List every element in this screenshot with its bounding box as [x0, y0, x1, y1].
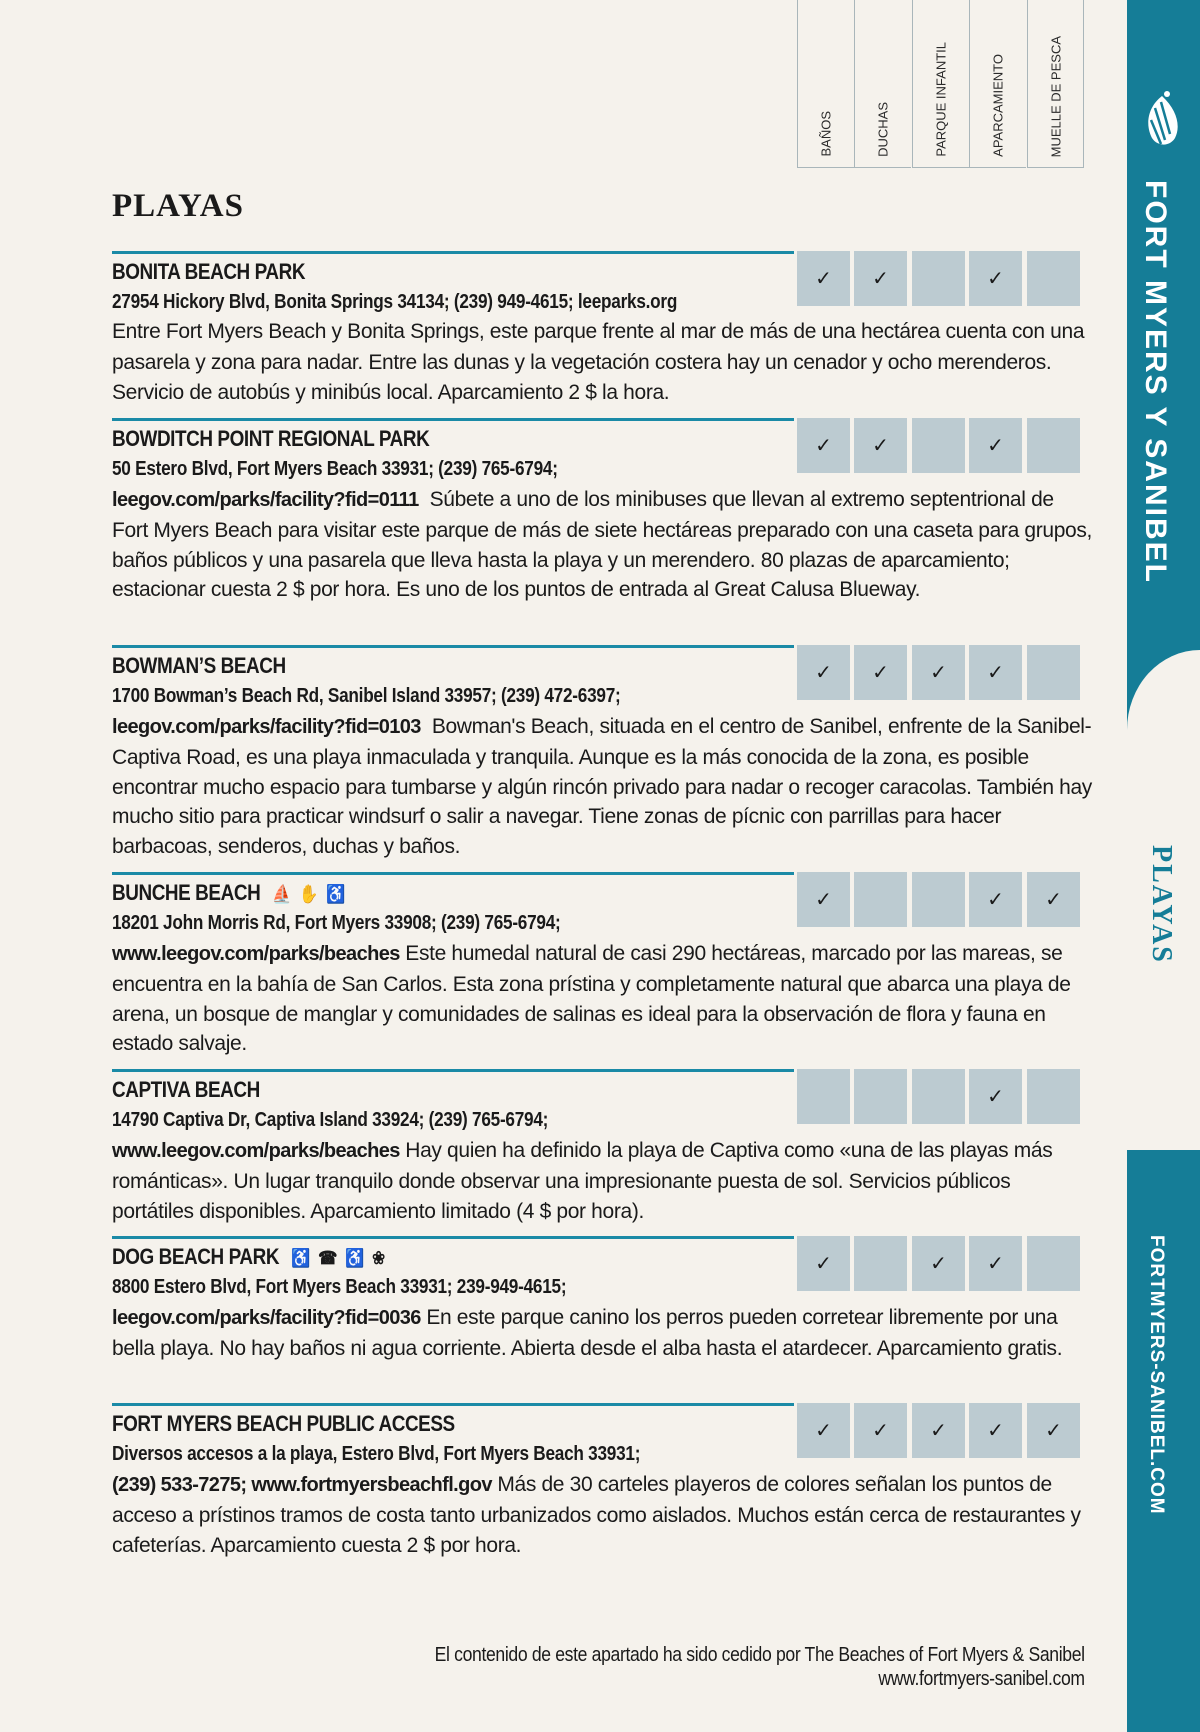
check-icon: ✓ — [854, 645, 907, 700]
amenity-cell-empty — [1027, 251, 1080, 306]
check-icon: ✓ — [969, 1236, 1022, 1291]
check-icon: ✓ — [797, 251, 850, 306]
check-icon: ✓ — [969, 418, 1022, 473]
check-icon: ✓ — [1027, 872, 1080, 927]
check-icon: ✓ — [797, 1403, 850, 1458]
amenity-checks — [797, 251, 1087, 307]
amenity-checks — [797, 872, 1087, 928]
column-label: BAÑOS — [818, 111, 834, 157]
entry-address: Diversos accesos a la playa, Estero Blvd, Fort Myers Beach 33931; — [112, 1443, 641, 1465]
entry-rule — [112, 1403, 794, 1406]
amenity-checks — [797, 1069, 1087, 1125]
entry-rule — [112, 1236, 794, 1239]
entry-description: (239) 533-7275; www.fortmyersbeachfl.gov Más de 30 carteles playeros de colores señalan los puntos de acceso a prístinos tramos de costa tanto urbanizados como aislados. Muchos están cerca de restaurantes y cafeterías. Aparcamiento cuesta 2 $ por hora. — [112, 1473, 1081, 1557]
credit-note — [435, 1643, 1085, 1691]
entry-description: www.leegov.com/parks/beaches Hay quien ha definido la playa de Captiva como «una de las playas más románticas». Un lugar tranquilo donde observar una impresionante puesta de sol. Servicios públicos portátiles disponibles. Aparcamiento limitado (4 $ por hora). — [112, 1139, 1053, 1223]
amenity-cell-empty — [854, 872, 907, 927]
amenity-cell-empty — [1027, 1069, 1080, 1124]
amenity-cell-empty — [1027, 1236, 1080, 1291]
check-icon: ✓ — [1027, 1403, 1080, 1458]
entry-description: leegov.com/parks/facility?fid=0111 Súbete a uno de los minibuses que llevan al extremo septentrional de Fort Myers Beach para visitar este parque de más de siete hectáreas preparado con una caseta para grupos, baños públicos y una pasarela que lleva hasta la playa y un merendero. 80 plazas de aparcamiento; estacionar cuesta 2 $ por hora. Es uno de los puntos de entrada al Great Calusa Blueway. — [112, 488, 1092, 602]
credit-text: El contenido de este apartado ha sido cedido por The Beaches of Fort Myers & Sanibel — [434, 1644, 1085, 1666]
brand-title: FORT MYERS Y SANIBEL — [1139, 180, 1172, 584]
check-icon: ✓ — [854, 418, 907, 473]
column-header — [969, 0, 1026, 168]
entry-rule — [112, 645, 794, 648]
check-icon: ✓ — [854, 251, 907, 306]
check-icon: ✓ — [912, 1236, 965, 1291]
amenity-checks — [797, 418, 1087, 474]
entry-rule — [112, 1069, 794, 1072]
amenity-cell-empty — [1027, 418, 1080, 473]
amenity-symbols-icon: ♿ ☎ ♿ ❀ — [291, 1248, 387, 1268]
entry-name: DOG BEACH PARK ♿ ☎ ♿ ❀ — [112, 1244, 387, 1269]
entry-description: leegov.com/parks/facility?fid=0103 Bowman's Beach, situada en el centro de Sanibel, enfrente de la Sanibel-Captiva Road, es una playa inmaculada y tranquila. Aunque es la más conocida de la zona, es posible encontrar mucho espacio para tumbarse y algún rincón privado para nadar o recoger caracolas. También hay mucho sitio para practicar windsurf o salir a navegar. Tiene zonas de pícnic con parrillas para hacer barbacoas, senderos, duchas y baños. — [112, 715, 1092, 859]
entry-address: 18201 John Morris Rd, Fort Myers 33908; (239) 765-6794; — [112, 912, 561, 934]
column-label: MUELLE DE PESCA — [1048, 35, 1063, 157]
amenity-cell-empty — [912, 1069, 965, 1124]
check-icon: ✓ — [969, 1069, 1022, 1124]
entry-name: BOWDITCH POINT REGIONAL PARK — [112, 426, 430, 451]
section-label: PLAYAS — [1146, 845, 1177, 964]
shell-logo-icon — [1137, 88, 1187, 158]
amenity-cell-empty — [1027, 645, 1080, 700]
entry-address: 8800 Estero Blvd, Fort Myers Beach 33931; 239-949-4615; — [112, 1276, 567, 1298]
entry-rule — [112, 418, 794, 421]
entry-name: CAPTIVA BEACH — [112, 1077, 260, 1102]
amenity-column-headers — [797, 0, 1087, 168]
amenity-cell-empty — [797, 1069, 850, 1124]
entry-name: BONITA BEACH PARK — [112, 259, 306, 284]
check-icon: ✓ — [969, 645, 1022, 700]
entry-description: leegov.com/parks/facility?fid=0036 En este parque canino los perros pueden corretear libremente por una bella playa. No hay baños ni agua corriente. Abierta desde el alba hasta el atardecer. Aparcamiento gratis. — [112, 1306, 1063, 1360]
entry-address: 50 Estero Blvd, Fort Myers Beach 33931; (239) 765-6794; — [112, 458, 558, 480]
column-label: APARCAMIENTO — [990, 54, 1006, 157]
amenity-checks — [797, 1403, 1087, 1459]
entry-description: Entre Fort Myers Beach y Bonita Springs, este parque frente al mar de más de una hectárea cuenta con una pasarela y zona para nadar. Entre las dunas y la vegetación costera hay un cenador y ocho merenderos. Servicio de autobús y minibús local. Aparcamiento 2 $ la hora. — [112, 320, 1085, 404]
amenity-cell-empty — [912, 418, 965, 473]
check-icon: ✓ — [912, 645, 965, 700]
check-icon: ✓ — [797, 418, 850, 473]
entry-address: 1700 Bowman’s Beach Rd, Sanibel Island 33957; (239) 472-6397; — [112, 685, 621, 707]
check-icon: ✓ — [969, 251, 1022, 306]
check-icon: ✓ — [912, 1403, 965, 1458]
column-header — [1027, 0, 1084, 168]
credit-url: www.fortmyers-sanibel.com — [878, 1668, 1085, 1690]
entry-name: FORT MYERS BEACH PUBLIC ACCESS — [112, 1411, 455, 1436]
entry-description: www.leegov.com/parks/beaches Este humedal natural de casi 290 hectáreas, marcado por las mareas, se encuentra en la bahía de San Carlos. Esta zona prístina y completamente natural que abarca una playa de arena, un bosque de manglar y comunidades de salinas es ideal para la observación de flora y fauna en estado salvaje. — [112, 942, 1071, 1056]
column-label: PARQUE INFANTIL — [933, 42, 949, 157]
entry-rule — [112, 251, 794, 254]
website-label: FORTMYERS-SANIBEL.COM — [1146, 1235, 1167, 1515]
check-icon: ✓ — [797, 1236, 850, 1291]
amenity-cell-empty — [912, 251, 965, 306]
page-title: PLAYAS — [112, 188, 244, 224]
column-label: DUCHAS — [875, 102, 891, 157]
check-icon: ✓ — [969, 872, 1022, 927]
amenity-cell-empty — [912, 872, 965, 927]
column-header — [797, 0, 854, 168]
check-icon: ✓ — [969, 1403, 1022, 1458]
amenity-symbols-icon: ⛵ ✋ ♿ — [272, 884, 348, 904]
entry-address: 14790 Captiva Dr, Captiva Island 33924; (239) 765-6794; — [112, 1109, 549, 1131]
entry-rule — [112, 872, 794, 875]
entry-name: BUNCHE BEACH ⛵ ✋ ♿ — [112, 880, 348, 905]
column-header — [912, 0, 969, 168]
amenity-checks — [797, 645, 1087, 701]
check-icon: ✓ — [797, 645, 850, 700]
amenity-checks — [797, 1236, 1087, 1292]
amenity-cell-empty — [854, 1069, 907, 1124]
entry-address: 27954 Hickory Blvd, Bonita Springs 34134; (239) 949-4615; leeparks.org — [112, 291, 678, 313]
check-icon: ✓ — [797, 872, 850, 927]
amenity-cell-empty — [854, 1236, 907, 1291]
entry-name: BOWMAN’S BEACH — [112, 653, 286, 678]
check-icon: ✓ — [854, 1403, 907, 1458]
column-header — [854, 0, 911, 168]
